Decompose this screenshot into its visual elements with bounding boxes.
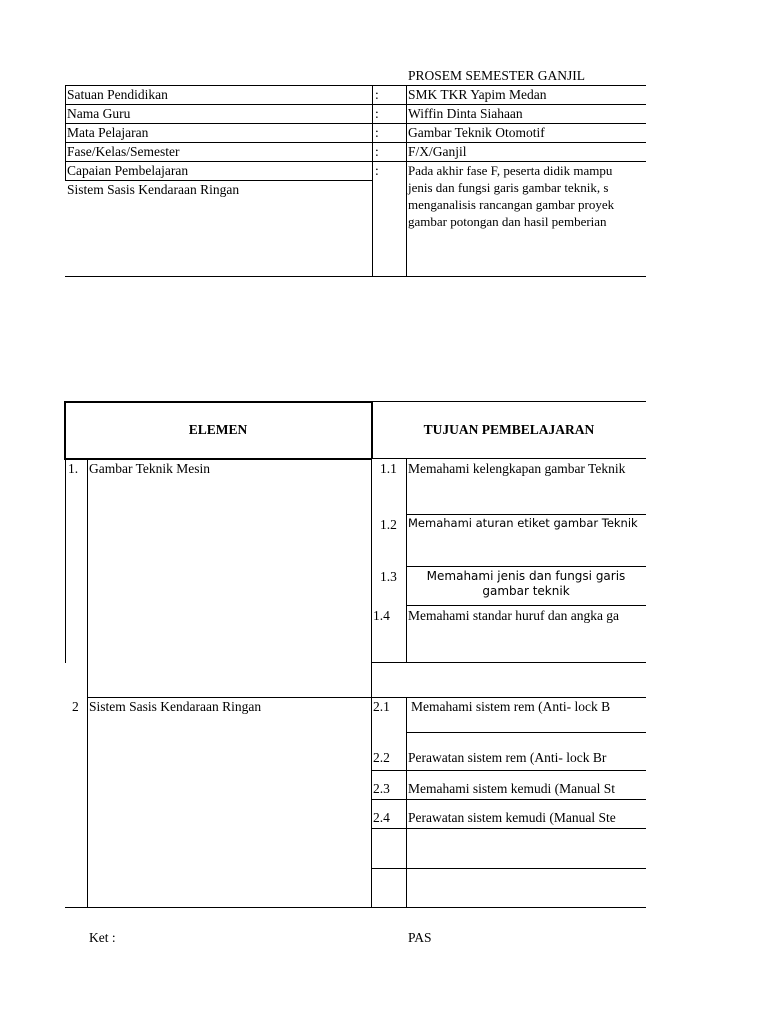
header-rule	[65, 142, 646, 143]
row-rule	[406, 566, 646, 567]
group-number: 1.	[68, 461, 79, 476]
header-border	[65, 85, 66, 181]
value-fase-kelas-semester: F/X/Ganjil	[408, 144, 467, 159]
row-rule	[372, 770, 646, 771]
header-rule	[65, 161, 646, 162]
row-rule	[372, 828, 646, 829]
header-border	[372, 85, 373, 276]
cp-line: Pada akhir fase F, peserta didik mampu	[408, 163, 613, 178]
row-rule	[372, 662, 646, 663]
row-rule	[372, 799, 646, 800]
row-rule	[406, 605, 646, 606]
cp-line: menganalisis rancangan gambar proyek	[408, 197, 615, 212]
column-header-elemen: ELEMEN	[188, 422, 248, 437]
label-fase-kelas-semester: Fase/Kelas/Semester	[67, 144, 180, 159]
elemen-name: Sistem Sasis Kendaraan Ringan	[89, 699, 262, 714]
label-cp-sub: Sistem Sasis Kendaraan Ringan	[67, 182, 240, 197]
elemen-name: Gambar Teknik Mesin	[89, 461, 211, 476]
header-rule	[65, 180, 372, 181]
colon-separator: :	[375, 106, 379, 121]
ket-label: Ket :	[89, 930, 116, 945]
label-satuan-pendidikan: Satuan Pendidikan	[67, 87, 168, 102]
tp-text: Memahami standar huruf dan angka ga	[408, 608, 620, 623]
header-rule	[65, 104, 646, 105]
table-border	[372, 458, 646, 459]
tp-text: Memahami sistem rem (Anti- lock B	[411, 699, 611, 714]
tp-code: 1.2	[380, 517, 397, 532]
table-border	[371, 401, 372, 908]
tp-code: 2.1	[373, 699, 390, 714]
table-border	[372, 401, 646, 402]
cp-line: jenis dan fungsi garis gambar teknik, s	[408, 180, 609, 195]
tp-text: Memahami jenis dan fungsi garis gambar teknik	[426, 569, 626, 598]
header-rule	[65, 123, 646, 124]
table-border	[406, 697, 407, 908]
document-title: PROSEM SEMESTER GANJIL	[408, 68, 586, 83]
table-border	[64, 458, 372, 460]
tp-code: 1.3	[380, 569, 397, 584]
pas-label: PAS	[408, 930, 432, 945]
value-satuan-pendidikan: SMK TKR Yapim Medan	[408, 87, 547, 102]
label-capaian-pembelajaran: Capaian Pembelajaran	[67, 163, 189, 178]
value-nama-guru: Wiffin Dinta Siahaan	[408, 106, 523, 121]
table-bottom-border	[65, 907, 646, 908]
colon-separator: :	[375, 87, 379, 102]
tp-text: Memahami aturan etiket gambar Teknik	[408, 516, 638, 530]
table-border	[65, 459, 66, 663]
header-rule	[65, 85, 646, 86]
group-number: 2	[72, 699, 79, 714]
tp-code: 2.2	[373, 750, 390, 765]
tp-text: Memahami sistem kemudi (Manual St	[408, 781, 615, 796]
colon-separator: :	[375, 163, 379, 178]
header-rule	[65, 276, 646, 277]
label-nama-guru: Nama Guru	[67, 106, 131, 121]
tp-code: 1.4	[373, 608, 390, 623]
tp-text: Perawatan sistem kemudi (Manual Ste	[408, 810, 616, 825]
label-mata-pelajaran: Mata Pelajaran	[67, 125, 149, 140]
row-rule	[406, 732, 646, 733]
colon-separator: :	[375, 125, 379, 140]
column-header-tujuan: TUJUAN PEMBELAJARAN	[423, 422, 595, 437]
row-rule	[87, 697, 646, 698]
tp-code: 1.1	[380, 461, 397, 476]
tp-code: 2.3	[373, 781, 390, 796]
tp-text: Memahami kelengkapan gambar Teknik	[408, 461, 626, 476]
table-border	[64, 401, 372, 403]
value-mata-pelajaran: Gambar Teknik Otomotif	[408, 125, 545, 140]
header-border	[406, 85, 407, 276]
table-border	[406, 459, 407, 662]
tp-text: Perawatan sistem rem (Anti- lock Br	[408, 750, 607, 765]
table-border	[87, 459, 88, 908]
tp-code: 2.4	[373, 810, 390, 825]
row-rule	[372, 868, 646, 869]
colon-separator: :	[375, 144, 379, 159]
cp-line: gambar potongan dan hasil pemberian	[408, 214, 607, 229]
